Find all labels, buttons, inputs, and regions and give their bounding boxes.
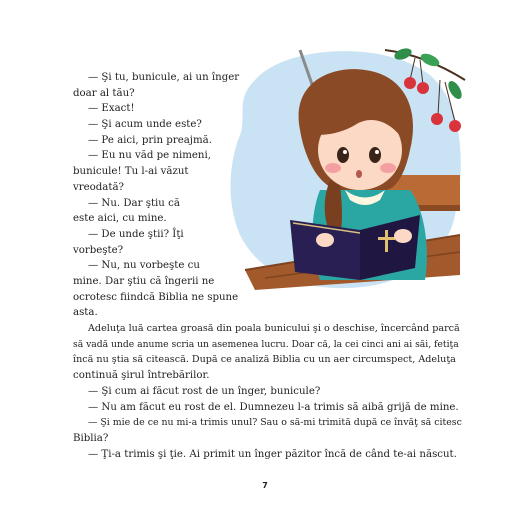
narrative-paragraph xyxy=(73,321,463,384)
dialogue-line: doar al tău? xyxy=(73,87,135,99)
paragraph-line: încă nu ştia să citească. După ce analiză Biblia cu un aer circumspect, Adeluţa xyxy=(73,354,456,366)
dialogue-line: asta. xyxy=(73,307,98,319)
dialogue-line: — Eu nu văd pe nimeni, xyxy=(88,150,211,162)
dialogue-line: Biblia? xyxy=(73,433,109,445)
page-number: 7 xyxy=(262,481,268,490)
dialogue-line: — De unde ştii? Îţi xyxy=(88,228,184,240)
paragraph-line: Adeluţa luă cartea groasă din poala bunicului şi o deschise, încercând parcă xyxy=(88,323,460,334)
dialogue-line: — Şi mie de ce nu mi-a trimis unul? Sau o să-mi trimită după ce învăţ să citesc xyxy=(88,417,462,429)
dialogue-line: — Şi cum ai făcut rost de un înger, bunicule? xyxy=(88,386,321,397)
dialogue-line: — Şi tu, bunicule, ai un înger xyxy=(88,72,240,83)
bottom-dialogue xyxy=(73,384,463,462)
dialogue-line: bunicule! Tu l-ai văzut xyxy=(73,166,189,178)
dialogue-line: — Nu, nu vorbeşte cu xyxy=(88,260,200,272)
dialogue-line: — Nu am făcut eu rost de el. Dumnezeu l-a trimis să aibă grijă de mine. xyxy=(88,401,459,413)
paragraph-line: să vadă unde anume scria un asemenea lucru. Doar că, la cei cinci ani ai săi, fetiţa xyxy=(73,338,459,350)
top-dialogue xyxy=(73,70,255,321)
dialogue-line: mine. Dar ştiu că îngerii ne xyxy=(73,275,215,287)
dialogue-line: este aici, cu mine. xyxy=(73,213,167,225)
paragraph-line: continuă şirul întrebărilor. xyxy=(73,370,210,382)
dialogue-line: — Nu. Dar ştiu că xyxy=(88,197,180,209)
dialogue-line: vorbeşte? xyxy=(73,244,124,256)
dialogue-line: vreodată? xyxy=(73,181,125,193)
dialogue-line: ocrotesc fiindcă Biblia ne spune xyxy=(73,291,239,303)
dialogue-line: — Ţi-a trimis şi ţie. Ai primit un înger păzitor încă de când te-ai născut. xyxy=(88,448,457,460)
dialogue-line: — Şi acum unde este? xyxy=(88,119,202,131)
dialogue-line: — Pe aici, prin preajmă. xyxy=(88,134,212,146)
dialogue-line: — Exact! xyxy=(88,103,135,115)
girl-with-bible-illustration xyxy=(225,40,470,295)
